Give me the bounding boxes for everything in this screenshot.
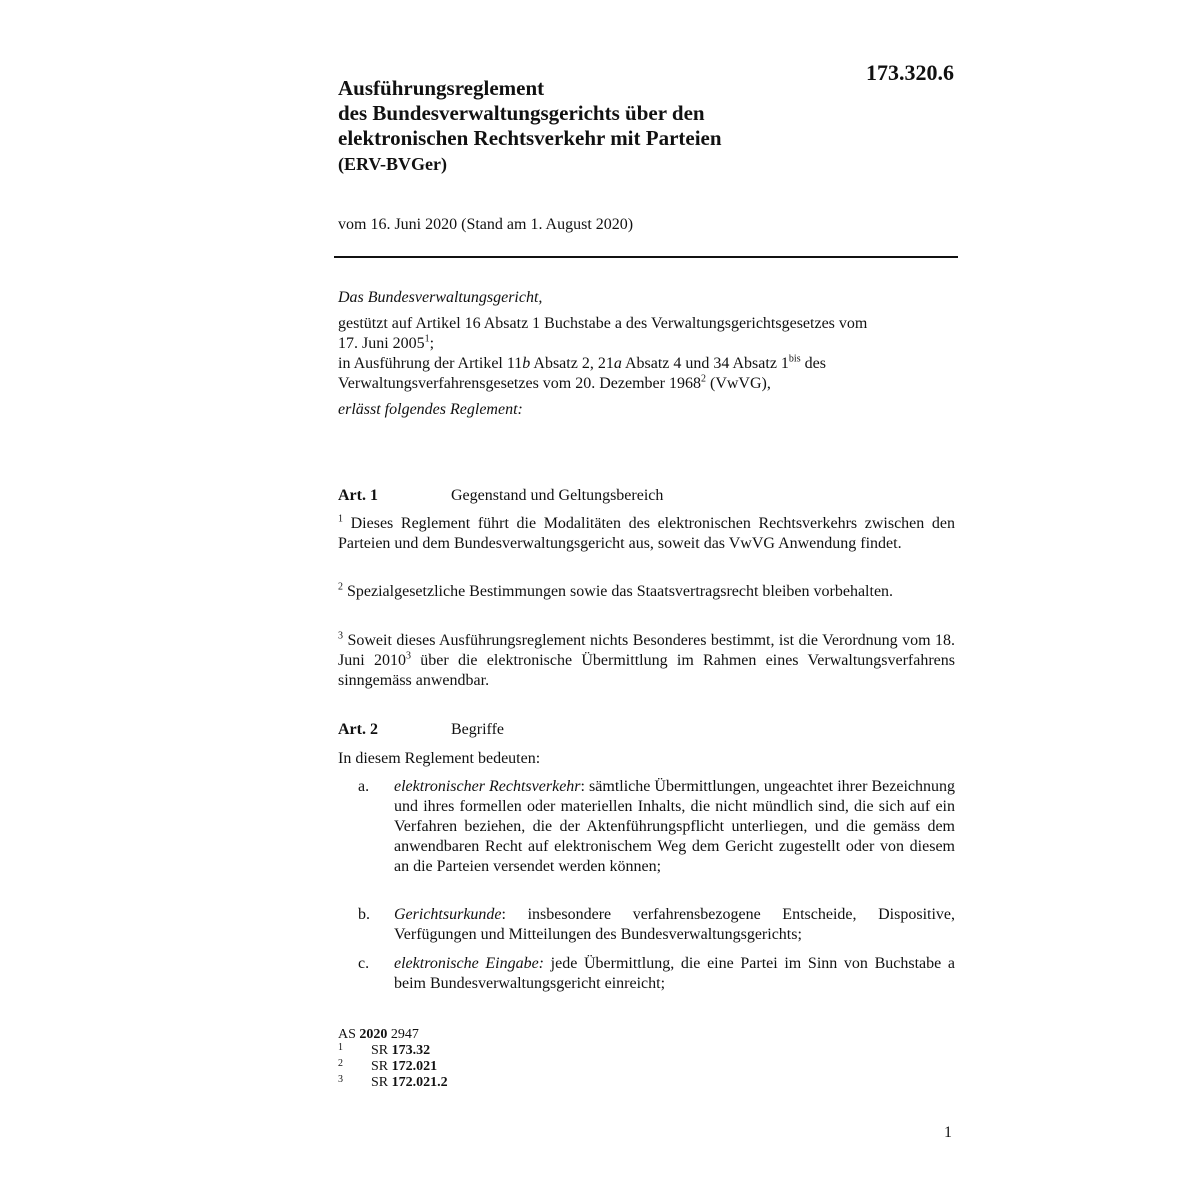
footnote-ref: 172.021.2	[391, 1075, 448, 1090]
list-letter: b.	[358, 906, 370, 923]
list-term: elektronische Eingabe:	[394, 955, 545, 972]
list-text: jede Übermittlung, die eine Partei im Sinn von Buchstabe a beim Bundesverwaltungsgericht einreicht;	[394, 955, 955, 992]
art2-number: Art. 2	[338, 721, 378, 738]
paragraph-mark: 2	[338, 581, 343, 593]
document-title	[338, 76, 858, 151]
list-letter: a.	[358, 778, 370, 795]
list-term: elektronischer Rechtsverkehr	[394, 778, 581, 795]
exec-a: a	[613, 355, 622, 372]
preamble-basis-line-1: gestützt auf Artikel 16 Absatz 1 Buchstabe a des Verwaltungsgerichtsgesetzes vom	[338, 315, 868, 332]
preamble-authority: Das Bundesverwaltungsgericht,	[338, 289, 543, 306]
footnote-ref-1: 1	[424, 333, 430, 345]
footnote-1	[338, 1042, 431, 1059]
art1-paragraph-2	[338, 582, 955, 602]
exec-mid2: Absatz 4 und 34 Absatz 1	[621, 355, 789, 372]
list-body	[394, 777, 955, 877]
footnote-3	[338, 1074, 448, 1091]
paragraph-text-end: über die elektronische Übermittlung im Rahmen eines Verwaltungsverfahrens sinngemäss anwendbar.	[338, 652, 956, 689]
art2-title: Begriffe	[451, 721, 505, 738]
exec-pre: in Ausführung der Artikel 11	[338, 355, 523, 372]
exec-end: des	[800, 355, 826, 372]
art2-intro: In diesem Reglement bedeuten:	[338, 750, 541, 767]
list-item	[338, 777, 955, 877]
footnote-prefix: SR	[371, 1059, 392, 1074]
list-term: Gerichtsurkunde	[394, 906, 502, 923]
footnote-mark: 1	[338, 1042, 343, 1053]
as-reference	[338, 1027, 419, 1043]
footnote-ref: 172.021	[391, 1059, 438, 1074]
art1-heading	[338, 486, 955, 506]
as-year: 2020	[359, 1027, 388, 1042]
art1-paragraph-1	[338, 514, 955, 554]
footnote-prefix: SR	[371, 1075, 392, 1090]
list-text: : sämtliche Übermittlungen, ungeachtet ihrer Bezeichnung und ihres formellen oder materiellen Inhalts, die nicht mündlich sind, die sich auf ein Verfahren beziehen, die der Aktenführungspflicht unterliegen, und die gemäss dem anwendbaren Recht auf elektronischem Weg dem Gericht zugestellt oder von diesem an die Parteien versendet werden können;	[394, 778, 955, 875]
paragraph-mark: 1	[338, 513, 343, 525]
preamble-basis	[338, 314, 955, 394]
list-body	[394, 954, 955, 994]
paragraph-mark: 3	[338, 630, 343, 642]
list-letter: c.	[358, 955, 370, 972]
preamble-enacts: erlässt folgendes Reglement:	[338, 401, 523, 418]
as-prefix: AS	[338, 1027, 360, 1042]
title-divider	[334, 256, 958, 258]
document-abbreviation: (ERV-BVGer)	[338, 154, 448, 174]
list-item	[338, 905, 955, 945]
exec-bis: bis	[788, 353, 801, 365]
footnote-ref: 173.32	[391, 1043, 431, 1058]
preamble-exec-line-1	[338, 354, 955, 374]
footnotes	[338, 1027, 448, 1091]
art1-number: Art. 1	[338, 487, 378, 504]
paragraph-text: Spezialgesetzliche Bestimmungen sowie das Staatsvertragsrecht bleiben vorbehalten.	[343, 583, 894, 600]
exec-line2-pre: Verwaltungsverfahrensgesetzes vom 20. Dezember 1968	[338, 375, 701, 392]
sr-number: 173.320.6	[866, 60, 954, 85]
title-line-1: Ausführungsreglement	[338, 76, 545, 100]
footnote-mark: 3	[338, 1074, 343, 1085]
footnote-mark: 2	[338, 1058, 343, 1069]
date-line: vom 16. Juni 2020 (Stand am 1. August 2020)	[338, 216, 634, 233]
exec-b: b	[522, 355, 531, 372]
list-item	[338, 954, 955, 994]
page-number: 1	[944, 1124, 952, 1141]
preamble-exec-line-2	[338, 374, 955, 394]
footnote-prefix: SR	[371, 1043, 392, 1058]
art1-title: Gegenstand und Geltungsbereich	[451, 487, 664, 504]
preamble-basis-line-2	[338, 334, 955, 354]
exec-line2-end: (VwVG),	[705, 375, 771, 392]
footnote-ref-2: 2	[700, 373, 706, 385]
title-line-3: elektronischen Rechtsverkehr mit Parteien	[338, 126, 722, 150]
basis-date: 17. Juni 2005	[338, 335, 425, 352]
basis-end: ;	[429, 335, 435, 352]
exec-mid: Absatz 2, 21	[530, 355, 614, 372]
as-page: 2947	[387, 1027, 419, 1042]
art2-heading	[338, 720, 955, 740]
paragraph-text: Soweit dieses Ausführungsreglement nichts Besonderes bestimmt, ist die Verordnung vom 18. Juni 2010	[338, 632, 955, 669]
art1-paragraph-3	[338, 631, 955, 691]
list-text: : insbesondere verfahrensbezogene Entscheide, Dispositive, Verfügungen und Mitteilungen des Bundesverwaltungsgerichts;	[394, 906, 955, 943]
paragraph-text: Dieses Reglement führt die Modalitäten des elektronischen Rechtsverkehrs zwischen den Parteien und dem Bundesverwaltungsgericht aus, soweit das VwVG Anwendung findet.	[338, 515, 955, 552]
title-line-2: des Bundesverwaltungsgerichts über den	[338, 101, 705, 125]
footnote-ref-3: 3	[405, 650, 411, 662]
footnote-2	[338, 1058, 438, 1075]
list-body	[394, 905, 955, 945]
